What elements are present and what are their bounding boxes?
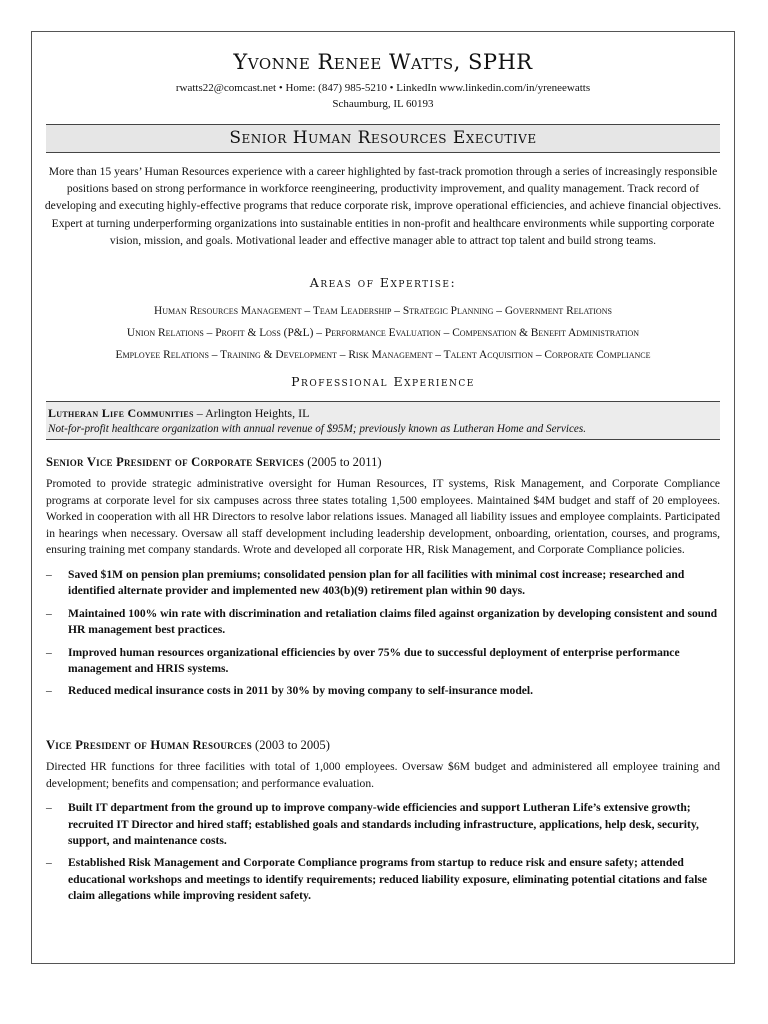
candidate-name: Yvonne Renee Watts, SPHR <box>233 50 533 74</box>
achievement-text: Reduced medical insurance costs in 2011 by 30% by moving company to self-insurance model. <box>68 684 534 698</box>
headline-band <box>46 124 720 153</box>
achievement-list <box>46 800 720 904</box>
achievement-item <box>46 800 720 849</box>
achievement-item <box>46 567 720 600</box>
contact-block <box>32 80 734 112</box>
bullet-marker: – <box>46 684 52 698</box>
location-line: Schaumburg, IL 60193 <box>332 98 434 110</box>
role-title: Vice President of Human Resources <box>46 738 252 752</box>
achievement-text: Established Risk Management and Corporate Compliance programs from startup to reduce risk and ensure safety; attended educational workshops and meetings to identify requirements; reduced liability exposure, eliminating potential citations and false claim allegations while improving resident safety. <box>68 856 708 903</box>
experience-title: Professional Experience <box>291 374 475 389</box>
bullet-marker: – <box>46 801 52 815</box>
role-dates: (2005 to 2011) <box>304 455 382 469</box>
achievement-text: Improved human resources organizational efficiencies by over 75% due to successful deployment of enterprise performance management and HRIS systems. <box>68 645 680 675</box>
achievement-item <box>46 855 720 904</box>
expertise-title: Areas of Expertise: <box>309 275 457 290</box>
expertise-line: Employee Relations – Training & Development – Risk Management – Talent Acquisition – Corporate Compliance <box>115 349 651 361</box>
role-description: Directed HR functions for three facilities with total of 1,000 employees. Oversaw $6M budget and administered all employee training and development; benefits and compensation; and performance evaluation. <box>46 760 720 790</box>
expertise-line: Human Resources Management – Team Leadership – Strategic Planning – Government Relations <box>154 305 612 317</box>
achievement-item <box>46 606 720 639</box>
role-title: Senior Vice President of Corporate Services <box>46 455 305 469</box>
company-description: Not-for-profit healthcare organization with annual revenue of $95M; previously known as Lutheran Home and Services. <box>48 423 587 435</box>
role-heading <box>46 454 720 470</box>
company-name: Lutheran Life Communities <box>48 406 194 420</box>
achievement-list <box>46 567 720 700</box>
headline-title: Senior Human Resources Executive <box>229 128 537 148</box>
bullet-marker: – <box>46 856 52 870</box>
achievement-text: Saved $1M on pension plan premiums; consolidated pension plan for all facilities with minimal cost increase; researched and identified alternate provider and implemented new 403(b)(9) retirement plan within 90 days. <box>68 567 685 598</box>
achievement-item <box>46 683 720 699</box>
expertise-line: Union Relations – Profit & Loss (P&L) – Performance Evaluation – Compensation & Benefit Administration <box>126 327 640 339</box>
role-senior-vp <box>46 454 720 706</box>
contact-line: rwatts22@comcast.net • Home: (847) 985-5210 • LinkedIn www.linkedin.com/in/yreneewatts <box>175 82 591 94</box>
achievement-text: Built IT department from the ground up to improve company-wide efficiencies and support Lutheran Life’s extensive growth; recruited IT Director and hired staff; established goals and standards including infrastructure, applications, help desk, security, support, and maintenance costs. <box>68 801 699 847</box>
role-description: Promoted to provide strategic administrative oversight for Human Resources, IT systems, Risk Management, and Corporate Compliance programs at corporate level for six campuses across three states totaling 1,500 employees. Maintained $4M budget and staff of 20 employees. Worked in cooperation with all HR Directors to resolve labor relations issues. Managed all liability issues and employee complaints. Participated in hearings when necessary. Oversaw all staff development including leadership development, onboarding, orientation, courses, and programs, ensuring training met company standards. Wrote and developed all corporate HR, Risk Management, and Corporate Compliance policies. <box>46 477 720 557</box>
bullet-marker: – <box>46 606 52 620</box>
company-location: – Arlington Heights, IL <box>193 406 310 420</box>
achievement-item <box>46 645 720 678</box>
expertise-list <box>32 300 734 366</box>
bullet-marker: – <box>46 567 52 581</box>
role-dates: (2003 to 2005) <box>251 738 330 752</box>
company-band <box>46 401 720 440</box>
bullet-marker: – <box>46 645 52 659</box>
company-heading <box>48 405 718 421</box>
role-vp-hr <box>46 737 720 911</box>
role-heading <box>46 737 720 753</box>
achievement-text: Maintained 100% win rate with discrimination and retaliation claims filed against organization by developing consistent and sound HR management best practices. <box>68 606 718 637</box>
summary-paragraph: More than 15 years’ Human Resources experience with a career highlighted by fast-track promotion through a series of increasingly responsible positions based on strong performance in workforce reengineering, productivity improvement, and quality management. Track record of developing and executing highly-effective programs that reduce corporate risk, improve operational efficiencies, and achieve financial objectives. Expert at turning underperforming organizations into sustainable entities in non-profit and healthcare environments while supporting corporate vision, mission, and goals. Motivational leader and effective manager able to attract top talent and build strong teams. <box>44 165 722 247</box>
resume-page <box>31 31 735 964</box>
